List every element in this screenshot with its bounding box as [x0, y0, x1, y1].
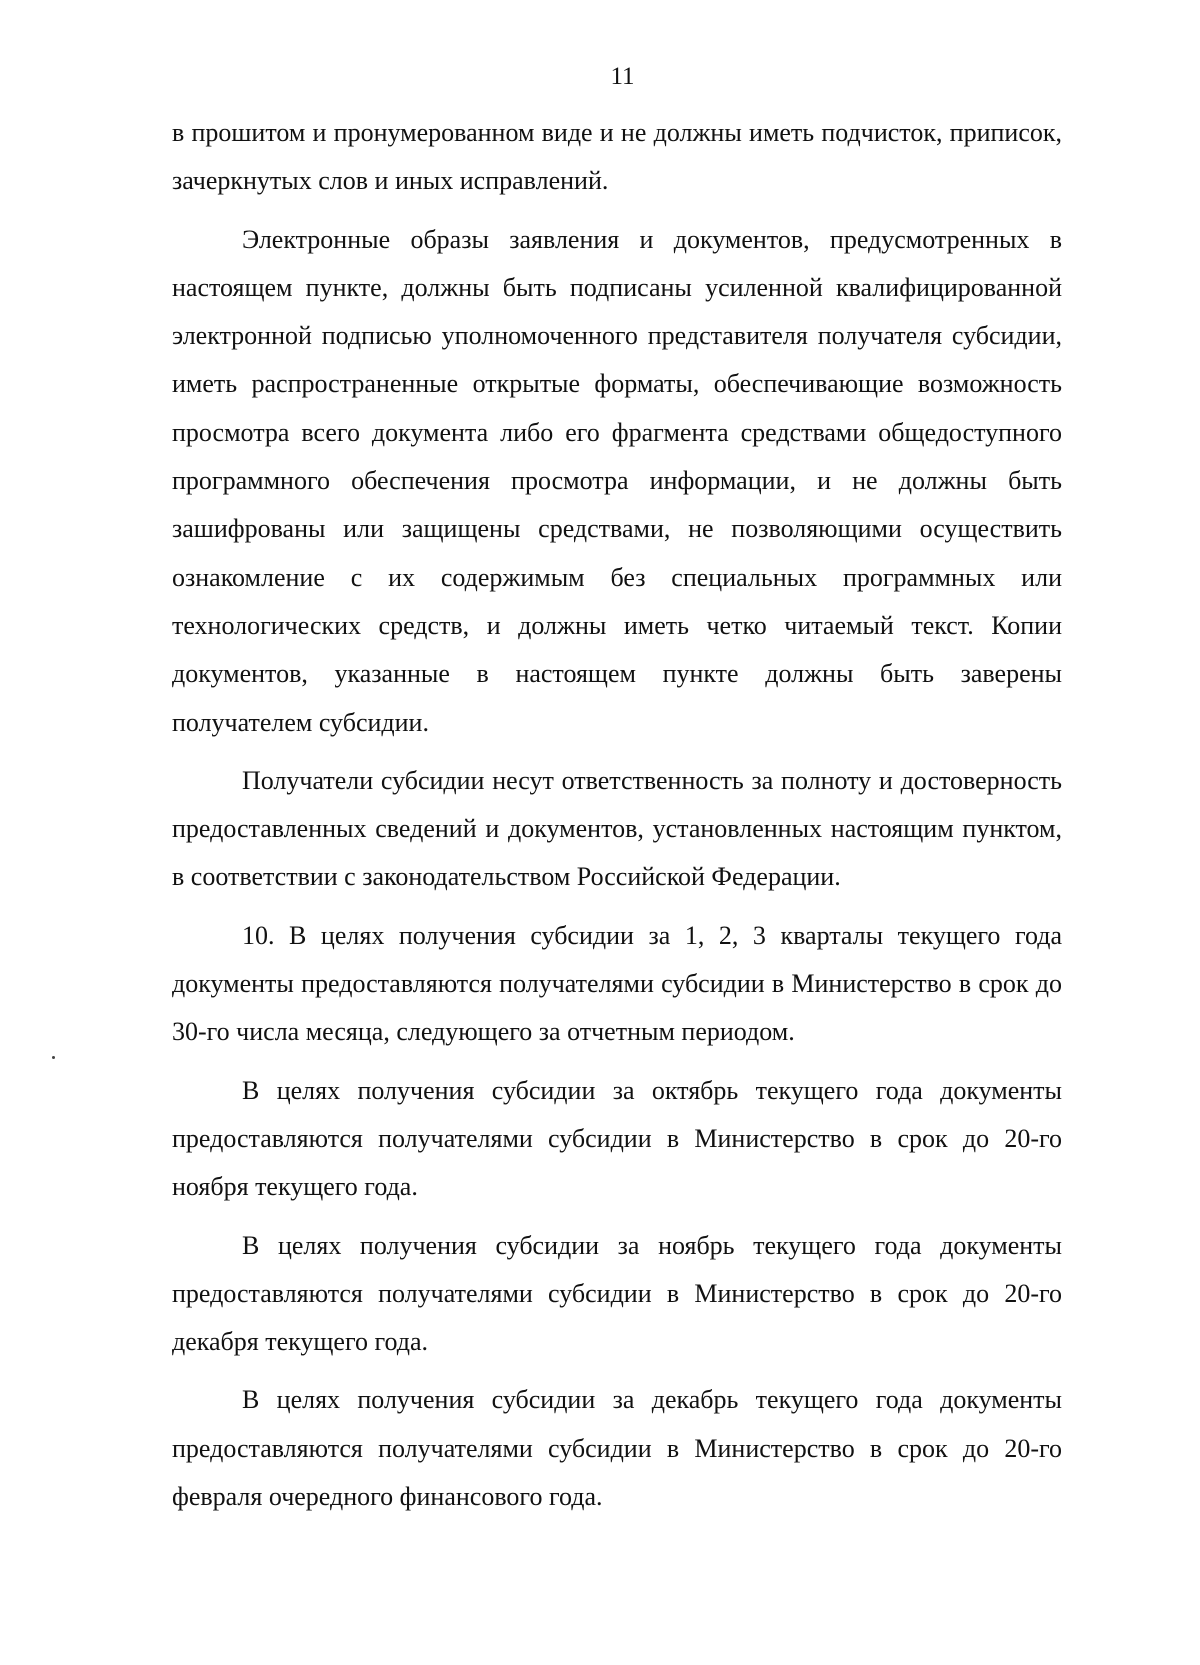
paragraph-item-10: 10. В целях получения субсидии за 1, 2, 3 кварталы текущего года документы предоставляются получателями субсидии в Министерство в срок до 30-го числа месяца, следующего за отчетным периодом.: [172, 920, 1062, 1047]
paragraph-continuation: в прошитом и пронумерованном виде и не должны иметь подчисток, приписок, зачеркнутых слов и иных исправлений.: [172, 118, 1062, 196]
page-number: 11: [610, 63, 635, 90]
document-body: [172, 109, 1062, 1521]
scan-speck: [52, 1056, 55, 1059]
paragraph-november: В целях получения субсидии за ноябрь текущего года документы предоставляются получателями субсидии в Министерство в срок до 20-го декабря текущего года.: [172, 1230, 1062, 1357]
paragraph-december: В целях получения субсидии за декабрь текущего года документы предоставляются получателями субсидии в Министерство в срок до 20-го февраля очередного финансового года.: [172, 1385, 1062, 1512]
paragraph-october: В целях получения субсидии за октябрь текущего года документы предоставляются получателями субсидии в Министерство в срок до 20-го ноября текущего года.: [172, 1075, 1062, 1202]
paragraph-electronic-images: Электронные образы заявления и документов, предусмотренных в настоящем пункте, должны быть подписаны усиленной квалифицированной электронной подписью уполномоченного представителя получателя субсидии, иметь распространенные открытые форматы, обеспечивающие возможность просмотра всего документа либо его фрагмента средствами общедоступного программного обеспечения просмотра информации, и не должны быть зашифрованы или защищены средствами, не позволяющими осуществить ознакомление с их содержимым без специальных программных или технологических средств, и должны иметь четко читаемый текст. Копии документов, указанные в настоящем пункте должны быть заверены получателем субсидии.: [172, 224, 1062, 737]
paragraph-responsibility: Получатели субсидии несут ответственность за полноту и достоверность предоставленных сведений и документов, установленных настоящим пунктом, в соответствии с законодательством Российской Федерации.: [172, 765, 1062, 892]
